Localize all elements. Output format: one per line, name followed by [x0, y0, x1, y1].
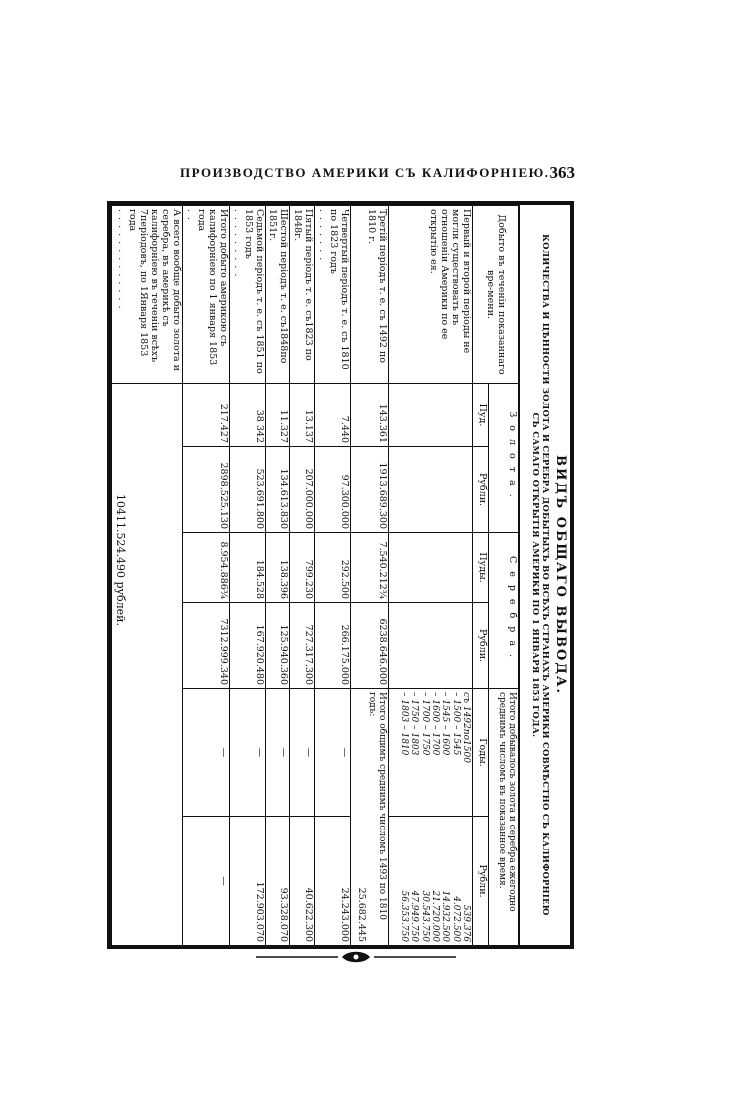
- total-row: [183, 206, 230, 946]
- grand-total-row: [112, 206, 183, 946]
- yearly-value: 56.353.750: [398, 890, 409, 942]
- grand-total-label-cell: [112, 206, 183, 384]
- dash-cell: —: [290, 689, 315, 817]
- gold-pud-cell: 7.440: [315, 384, 351, 447]
- empty-cell: [389, 384, 473, 447]
- silver-rubles-cell: 727.317.300: [290, 603, 315, 689]
- gold-rubles-cell: 1913.689.300: [351, 447, 389, 533]
- yearly-value-cell: 172.903.070: [229, 817, 265, 946]
- silver-header: Серебра.: [489, 533, 519, 689]
- empty-cell: [389, 533, 473, 603]
- period-name: Седьмой періодъ т. е. съ 1851 по 1853 годъ: [242, 209, 265, 374]
- yearly-value: 47.949.750: [409, 890, 420, 942]
- table-row: [265, 206, 290, 946]
- dash-cell: —: [183, 689, 230, 817]
- year-range: съ 1492по1500: [461, 692, 471, 763]
- gold-pud-cell: 217.427: [183, 384, 230, 447]
- leader-dots: . . . . . . . . . . . . .: [116, 209, 128, 310]
- table-row: [351, 206, 389, 946]
- table-frame: [107, 201, 574, 949]
- period-column-header: Добыто въ теченіи показаннаго вре-мени.: [473, 206, 519, 384]
- gold-rubles-cell: 97.300.000: [315, 447, 351, 533]
- leader-dots: . .: [185, 209, 197, 222]
- yearly-value-cell: 40.622.300: [290, 817, 315, 946]
- grand-total-value-cell: [112, 384, 183, 946]
- silver-rubles-cell: 266.175.000: [315, 603, 351, 689]
- table-row: [229, 206, 265, 946]
- yearly-value: 14.932.500: [440, 890, 451, 942]
- rotated-table: [111, 205, 570, 945]
- grand-total-label: А всего вообще добыто золота и серебра, въ америкѣ съ калифорніею въ теченіи всѣхъ 7періодовъ, по 1Января 1853 года: [127, 209, 183, 371]
- table-row: [290, 206, 315, 946]
- table-row: [315, 206, 351, 946]
- gold-rubles-cell: 134.613.830: [265, 447, 290, 533]
- period-cell: Третій періодъ т. е. съ 1492 по 1810 г.: [351, 206, 389, 384]
- yearly-value-cell: 24.243.000: [315, 817, 351, 946]
- gold-header: Золота.: [489, 384, 519, 533]
- yearly-average-header: Итого добывалось золота и серебра ежегодно среднимъ числомъ въ показанное время.: [489, 689, 519, 946]
- silver-pud-cell: 138.396: [265, 533, 290, 603]
- period-cell: Шестой періодъ т. е. съ1848по 1851г.: [265, 206, 290, 384]
- grand-total-value: 10411.524.490 рублей.: [113, 494, 127, 626]
- average-value: 25.682.445: [356, 887, 368, 942]
- period-name: Итого добыто америкою съ калифорніею по 1 января 1853 года: [195, 209, 229, 366]
- average-cell: [351, 689, 389, 946]
- gold-rubles-cell: 2898.525.130: [183, 447, 230, 533]
- gold-pud-cell: 38 342: [229, 384, 265, 447]
- period-name: Четвертый періодъ т. е. съ 1810 по 1823 годъ: [328, 209, 350, 370]
- silver-pud-cell: 292.500: [315, 533, 351, 603]
- page-number: 363: [549, 163, 575, 182]
- yearly-value: 21.720.000: [429, 890, 440, 942]
- silver-rubles-cell: 167.920.480: [229, 603, 265, 689]
- period-cell: Пятый періодъ т. е. съ1823 по 1848г.: [290, 206, 315, 384]
- period-cell: [229, 206, 265, 384]
- yearly-value: 4.072.500: [450, 896, 461, 942]
- period-cell: [183, 206, 230, 384]
- dash-cell: —: [229, 689, 265, 817]
- table-subtitle: КОЛИЧЕСТВА И ЦѢННОСТИ ЗОЛОТА И СЕРЕБРА ДОБЫТЫХЪ ВО ВСѢХЪ СТРАНАХЪ АМЕРИКИ СОВМѢСТНО СЪ КАЛИФОРНІЕЮ: [541, 234, 551, 916]
- yearly-value-cell: 93.328.070: [265, 817, 290, 946]
- year-range: – 1700 – 1750: [419, 692, 430, 756]
- table-subtitle-date: СЪ САМАГО ОТКРЫТІЯ АМЕРИКИ ПО 1 ЯНВАРЯ 1853 ГОДА.: [531, 412, 541, 738]
- silver-rubles-cell: 6238.646.000: [351, 603, 389, 689]
- gold-silver-table: [111, 205, 519, 946]
- running-title: ПРОИЗВОДСТВО АМЕРИКИ СЪ КАЛИФОРНІЕЮ.: [180, 165, 550, 180]
- silver-pud-header: Пуды.: [473, 533, 489, 603]
- silver-rubles-cell: 125.940.360: [265, 603, 290, 689]
- year-range: – 1750 – 1803: [409, 692, 420, 756]
- years-header: Годы.: [473, 689, 489, 817]
- period-cell: Первый и второй періоды не могли существовать въ отношеніи Америки по ее открытію ея.: [389, 206, 473, 384]
- gold-rubles-cell: 523.691.800: [229, 447, 265, 533]
- gold-pud-header: Пуд.: [473, 384, 489, 447]
- leader-dots: . . . . . . .: [317, 209, 329, 262]
- yearly-value: 30.543.750: [419, 890, 430, 942]
- ornament-rule: [256, 950, 456, 964]
- gold-pud-cell: 143.361: [351, 384, 389, 447]
- silver-pud-cell: 184.528: [229, 533, 265, 603]
- table-title-block: [519, 205, 570, 945]
- gold-pud-cell: 13.137: [290, 384, 315, 447]
- dash-cell: —: [265, 689, 290, 817]
- year-range: – 1500 – 1545: [450, 692, 461, 756]
- year-range: – 1545 – 1600: [440, 692, 451, 756]
- table-row: [389, 206, 473, 946]
- year-range: – 1600 – 1700: [429, 692, 440, 756]
- dash-cell: —: [315, 689, 351, 817]
- silver-rubles-cell: 7312.999.340: [183, 603, 230, 689]
- gold-rubles-cell: 207.000.000: [290, 447, 315, 533]
- gold-pud-cell: 11.327: [265, 384, 290, 447]
- silver-pud-cell: 799.230: [290, 533, 315, 603]
- silver-rubles-header: Рубли.: [473, 603, 489, 689]
- yearly-ruble-values: [389, 817, 473, 946]
- average-label: Итого общимъ среднимъ числомъ 1493 по 1810 годъ:: [366, 692, 387, 920]
- year-range: – 1803 – 1810: [398, 692, 409, 756]
- table-main-title: ВИДЪ ОБЩАГО ВЫВОДА.: [553, 454, 568, 696]
- empty-cell: [389, 447, 473, 533]
- dash-cell: —: [183, 817, 230, 946]
- page-header: [180, 165, 575, 185]
- header-row: [489, 206, 519, 946]
- yearly-value: 539.376: [461, 904, 471, 942]
- gold-rubles-header: Рубли.: [473, 447, 489, 533]
- empty-cell: [389, 603, 473, 689]
- silver-pud-cell: 7.540.212¾: [351, 533, 389, 603]
- period-cell: [315, 206, 351, 384]
- silver-pud-cell: 8.954.886¾: [183, 533, 230, 603]
- leader-dots: . . . . . . . . .: [231, 209, 243, 278]
- year-ranges: [389, 689, 473, 817]
- yearly-rubles-header: Рубли.: [473, 817, 489, 946]
